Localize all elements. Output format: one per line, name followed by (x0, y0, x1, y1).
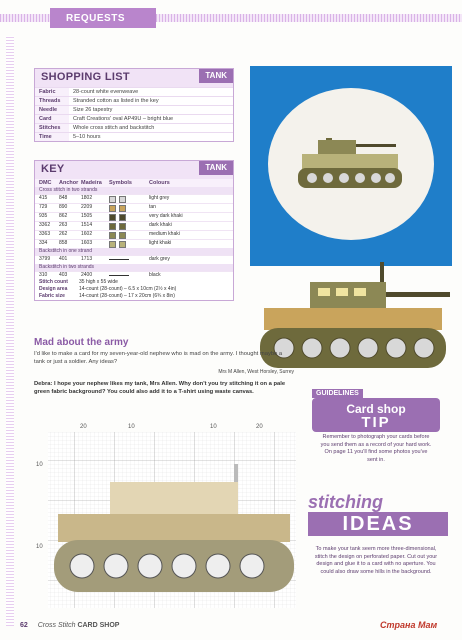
guidelines-label: GUIDELINES (312, 389, 363, 398)
key-colour: light grey (149, 195, 170, 201)
article-signature: Mrs M Allen, West Horsley, Surrey (218, 369, 294, 375)
tip-body: Remember to photograph your cards before you send them as a record of your hard work. On page 11 you'll find some photos you've sent in. (320, 434, 432, 463)
shopping-row-value: Whole cross stitch and backstitch (73, 125, 155, 131)
chart-top-label: 20 (80, 424, 87, 430)
chart-top-label: 20 (256, 424, 263, 430)
key-colour: dark grey (149, 256, 170, 262)
key-symbol (109, 240, 149, 248)
key-madeira: 1713 (81, 256, 93, 262)
chart-left-label: 10 (36, 544, 43, 550)
key-anchor: 858 (59, 240, 68, 246)
key-symbol (109, 204, 149, 212)
key-madeira: 1802 (81, 195, 93, 201)
key-colour: black (149, 271, 161, 278)
backstitch-line (109, 259, 129, 260)
finished-card-photo (250, 66, 452, 266)
article-title: Mad about the army (34, 337, 129, 348)
key-row (35, 230, 233, 239)
shopping-row-key: Needle (35, 106, 69, 114)
key-colour: tan (149, 204, 156, 210)
key-subhead: Backstitch in two strands (35, 264, 233, 271)
key-symbol (109, 213, 149, 221)
colour-swatch (109, 241, 116, 248)
colour-swatch (109, 196, 116, 203)
colour-swatch (119, 196, 126, 203)
shopping-row-value: Stranded cotton as listed in the key (73, 98, 159, 104)
key-anchor: 848 (59, 195, 68, 201)
stitching-ideas-banner (308, 492, 448, 540)
key-title: KEY (41, 163, 65, 175)
colour-swatch (109, 223, 116, 230)
colour-swatch (109, 205, 116, 212)
shopping-row-key: Threads (35, 97, 69, 105)
key-dmc: 310 (39, 271, 48, 278)
colour-swatch (119, 214, 126, 221)
colour-swatch (119, 241, 126, 248)
shopping-row (35, 132, 233, 141)
shopping-row-value: 5–10 hours (73, 134, 101, 140)
key-colour: very dark khaki (149, 213, 183, 219)
key-subhead: Backstitch in one strand (35, 248, 233, 255)
key-dmc: 935 (39, 213, 48, 219)
key-symbol (109, 231, 149, 239)
key-anchor: 401 (59, 256, 68, 262)
key-anchor: 263 (59, 222, 68, 228)
key-dmc: 3362 (39, 222, 51, 228)
shopping-row (35, 87, 233, 96)
stat-value: 14-count (28-count) – 6.5 x 10cm (2½ x 4in) (79, 286, 177, 292)
tip-title-line2: TIP (361, 414, 391, 431)
shopping-row-key: Time (35, 133, 69, 141)
key-symbol (109, 256, 149, 264)
magazine-section: CARD SHOP (77, 622, 120, 629)
colour-swatch (109, 232, 116, 239)
site-watermark: Страна Мам (380, 620, 438, 630)
article-body: I'd like to make a card for my seven-year-old nephew who is mad on the army. I thought maybe a tank or just a soldier. Any ideas? (34, 351, 283, 365)
shopping-list-title: SHOPPING LIST (41, 71, 130, 83)
key-subhead: Cross stitch in two strands (35, 187, 233, 194)
col-dmc: DMC (39, 180, 52, 186)
key-anchor: 403 (59, 271, 68, 278)
shopping-list-header (35, 69, 233, 87)
guidelines-box (312, 382, 368, 398)
key-symbol (109, 272, 149, 280)
key-row (35, 221, 233, 230)
key-anchor: 862 (59, 213, 68, 219)
key-madeira: 2400 (81, 271, 93, 278)
ideas-title-line1: stitching (308, 492, 383, 512)
key-row (35, 203, 233, 212)
key-row (35, 271, 233, 280)
key-tag: TANK (199, 161, 233, 175)
shopping-row-value: 28-count white evenweave (73, 89, 139, 95)
shopping-row (35, 114, 233, 123)
tip-title-line1: Card shop (346, 402, 406, 416)
colour-swatch (119, 232, 126, 239)
stat-row (35, 293, 233, 300)
shopping-list-panel (34, 68, 234, 142)
key-row (35, 212, 233, 221)
ideas-body: To make your tank seem more three-dimensional, stitch the design on perforated paper. Cut out your design and glue it to a card with no aperture. You could also draw some hills in the background. (314, 546, 438, 575)
key-madeira: 2209 (81, 204, 93, 210)
left-decorative-rail (6, 36, 14, 626)
shopping-row (35, 105, 233, 114)
key-dmc: 3363 (39, 231, 51, 237)
shopping-row-key: Fabric (35, 88, 69, 96)
shopping-row-value: Craft Creations' oval AP49U – bright blue (73, 116, 174, 122)
col-symbols: Symbols (109, 180, 132, 186)
key-colour: medium khaki (149, 231, 180, 237)
stat-key: Fabric size (39, 293, 65, 299)
key-header (35, 161, 233, 179)
backstitch-line (109, 275, 129, 276)
stat-row (35, 279, 233, 286)
key-madeira: 1505 (81, 213, 93, 219)
colour-swatch (119, 205, 126, 212)
key-dmc: 3799 (39, 256, 51, 262)
stat-value: 14-count (28-count) – 17 x 20cm (6¾ x 8in) (79, 293, 175, 299)
key-dmc: 415 (39, 195, 48, 201)
col-colours: Colours (149, 180, 170, 186)
colour-swatch (109, 214, 116, 221)
shopping-row-key: Card (35, 115, 69, 123)
shopping-row (35, 96, 233, 105)
key-madeira: 1602 (81, 231, 93, 237)
key-dmc: 729 (39, 204, 48, 210)
page-number: 62 (20, 622, 28, 629)
key-symbol (109, 222, 149, 230)
magazine-name: Cross Stitch (37, 622, 76, 629)
key-rows (35, 194, 233, 248)
key-dmc: 334 (39, 240, 48, 246)
shopping-row-key: Stitches (35, 124, 69, 132)
shopping-row (35, 123, 233, 132)
key-madeira: 1514 (81, 222, 93, 228)
key-row (35, 194, 233, 203)
key-panel (34, 160, 234, 301)
stat-key: Design area (39, 286, 68, 292)
col-madeira: Madeira (81, 180, 102, 186)
chart-top-label: 10 (128, 424, 135, 430)
key-colour: dark khaki (149, 222, 172, 228)
page-footer (20, 622, 119, 629)
card-oval-aperture (268, 88, 434, 240)
key-column-headers (35, 179, 233, 187)
key-anchor: 890 (59, 204, 68, 210)
section-header (0, 8, 462, 28)
key-row (35, 255, 233, 264)
shopping-list-tag: TANK (199, 69, 233, 83)
chart-left-label: 10 (36, 462, 43, 468)
colour-swatch (119, 223, 126, 230)
key-symbol (109, 195, 149, 203)
key-row (35, 239, 233, 248)
key-anchor: 262 (59, 231, 68, 237)
key-colour: light khaki (149, 240, 172, 246)
shopping-row-value: Size 26 tapestry (73, 107, 113, 113)
chart-top-label: 10 (210, 424, 217, 430)
stat-key: Stitch count (39, 279, 68, 285)
article-answer: Debra: I hope your nephew likes my tank, Mrs Allen. Why don't you try stitching it on a pale green fabric background? You could also add it to a T-shirt using waste canvas. (34, 381, 286, 395)
key-madeira: 1603 (81, 240, 93, 246)
stat-value: 35 high x 55 wide (79, 279, 118, 285)
tank-stitched-icon (268, 88, 434, 240)
cross-stitch-chart (34, 420, 300, 610)
col-anchor: Anchor (59, 180, 79, 186)
ideas-title-line2: IDEAS (308, 512, 448, 536)
card-shop-tip (312, 398, 440, 486)
section-title: REQUESTS (50, 8, 156, 28)
stat-row (35, 286, 233, 293)
